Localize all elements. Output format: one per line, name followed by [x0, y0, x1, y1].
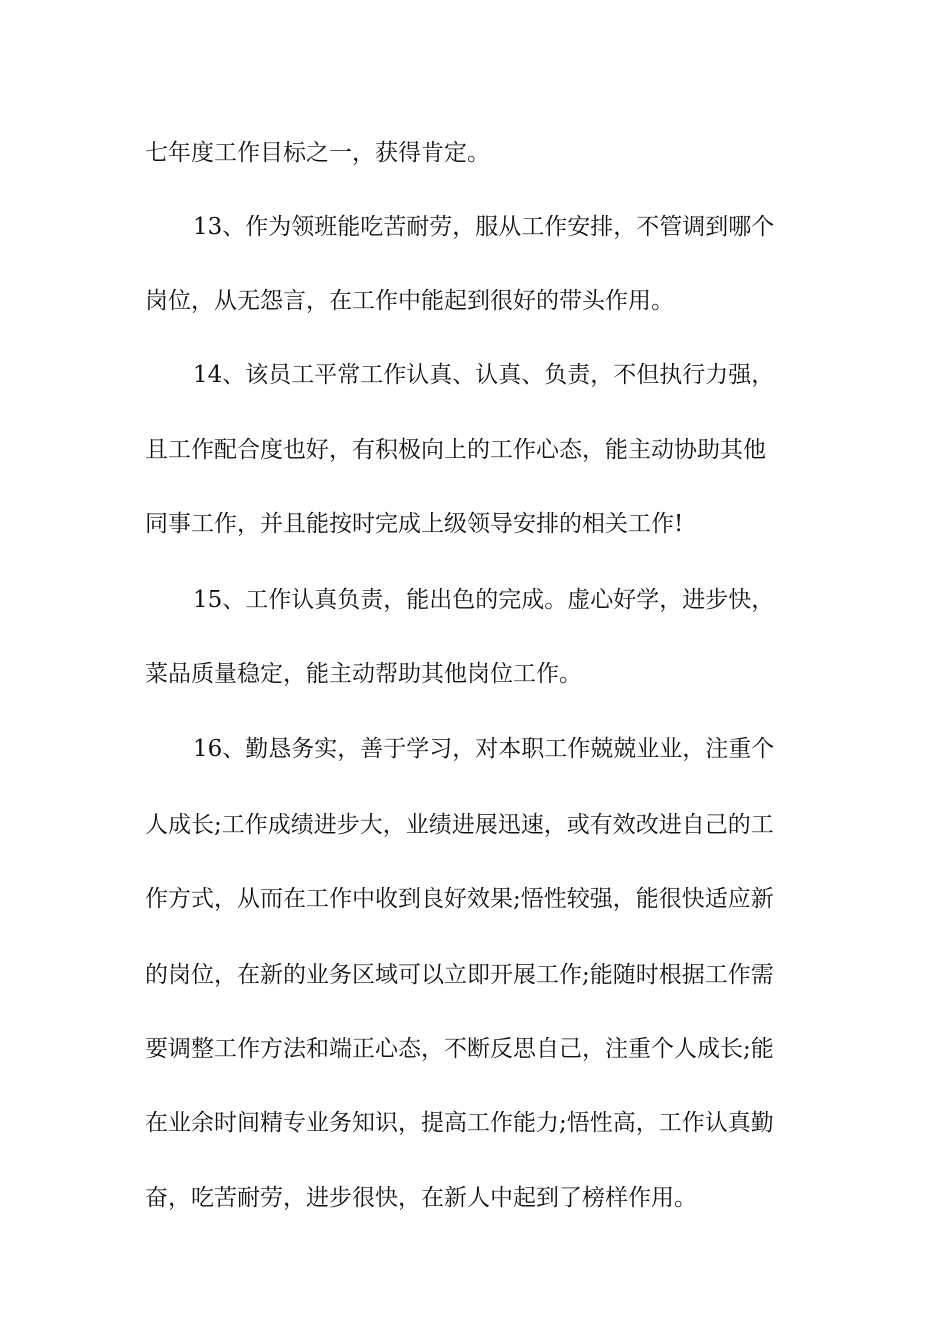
text-line: 13、作为领班能吃苦耐劳，服从工作安排，不管调到哪个 [193, 214, 775, 240]
text-line: 同事工作，并且能按时完成上级领导安排的相关工作! [145, 511, 684, 537]
text-line: 作方式，从而在工作中收到良好效果;悟性较强，能很快适应新 [145, 886, 774, 912]
text-line: 16、勤恳务实，善于学习，对本职工作兢兢业业，注重个 [193, 736, 775, 762]
text-line: 七年度工作目标之一，获得肯定。 [145, 140, 490, 166]
text-line: 菜品质量稳定，能主动帮助其他岗位工作。 [145, 661, 582, 687]
text-line: 15、工作认真负责，能出色的完成。虚心好学，进步快， [193, 587, 775, 613]
text-line: 在业余时间精专业务知识，提高工作能力;悟性高，工作认真勤 [145, 1110, 774, 1136]
text-line: 奋，吃苦耐劳，进步很快，在新人中起到了榜样作用。 [145, 1185, 697, 1211]
text-line: 岗位，从无怨言，在工作中能起到很好的带头作用。 [145, 288, 674, 314]
text-line: 14、该员工平常工作认真、认真、负责，不但执行力强， [193, 362, 775, 388]
text-line: 的岗位，在新的业务区域可以立即开展工作;能随时根据工作需 [145, 962, 774, 988]
text-line: 要调整工作方法和端正心态，不断反思自己，注重个人成长;能 [145, 1036, 774, 1062]
text-line: 且工作配合度也好，有积极向上的工作心态，能主动协助其他 [145, 437, 766, 463]
text-line: 人成长;工作成绩进步大，业绩进展迅速，或有效改进自己的工 [145, 812, 774, 838]
